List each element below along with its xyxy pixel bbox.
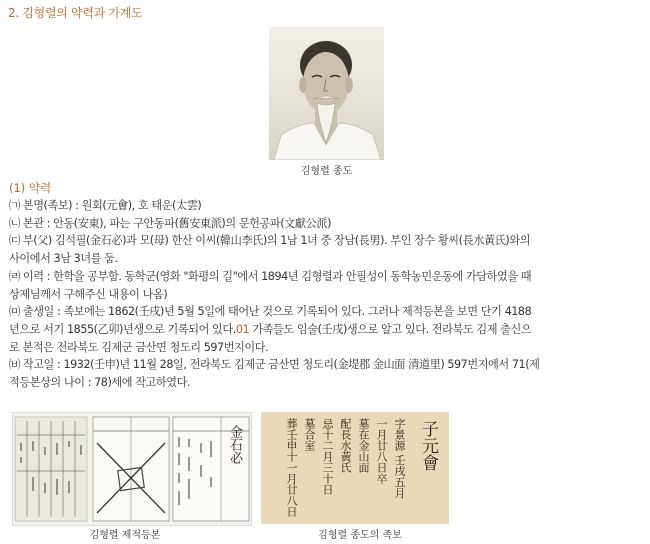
text-line: ㈄ 출생일 : 족보에는 1862(壬戌)년 5월 5일에 태어난 것으로 기록되어 있다. 그러나 제적등본을 보면 단기 4188: [9, 305, 532, 319]
genealogy-column: 配長水黃氏: [339, 418, 352, 473]
portrait-photo: [269, 27, 384, 160]
text-line: 적등본상의 나이 : 78)세에 작고하였다.: [9, 376, 191, 390]
text-segment: 년으로 서기 1855(乙卯)년생으로 기록되어 있다.: [9, 322, 236, 336]
family-register-caption: 김형렬 제적등본: [89, 530, 161, 541]
section-heading: 2. 김형렬의 약력과 가계도: [8, 6, 143, 20]
subheading: (1) 약력: [9, 181, 52, 195]
text-line: ㈅ 작고일 : 1932(壬申)년 11월 28일, 전라북도 김제군 금산면 청도리(金堤郡 金山面 清道里) 597번지에서 71(제: [9, 358, 540, 372]
genealogy-column: 一月廿八日卒: [375, 418, 388, 484]
text-line: ㈀ 본명(족보) : 원회(元會), 호 태운(太雲): [9, 199, 202, 212]
genealogy-image: [261, 412, 449, 524]
portrait-caption: 김형렬 종도: [300, 166, 353, 177]
genealogy-column: 墓合室: [303, 418, 316, 451]
text-line: ㈁ 본관 : 안동(安東), 파는 구안동파(舊安東派)의 문헌공파(文獻公派): [9, 216, 332, 230]
genealogy-column: 葬壬申十一月廿八日: [285, 418, 298, 517]
text-line: 로 본적은 전라북도 김제군 금산면 청도리 597번지이다.: [9, 340, 269, 354]
text-line: 사이에서 3남 3녀를 둠.: [9, 252, 118, 266]
highlight-text: 01: [235, 322, 250, 336]
genealogy-caption: 김형렬 종도의 족보: [318, 530, 402, 541]
biography-text: [9, 197, 643, 392]
text-line: 상제님께서 구해주신 내용이 나옴): [9, 287, 168, 301]
text-line: [9, 321, 643, 339]
genealogy-column: 字景源 壬戌五月: [393, 418, 406, 499]
genealogy-column: 子元會: [418, 420, 438, 471]
genealogy-column: 忌十二月三十日: [321, 418, 334, 495]
text-line: ㈃ 이력 : 한학을 공부함. 동학군(영화 "화평의 길"에서 1894년 김형렬과 안필성이 동학농민운동에 가담하였을 때: [9, 269, 532, 283]
text-segment: 가족들도 임술(壬戌)생으로 알고 있다. 전라북도 김제 출신으: [249, 322, 532, 336]
genealogy-column: 墓在金山面: [357, 418, 370, 473]
text-line: ㈂ 부(父) 김석필(金石必)과 모(母) 한산 이씨(韓山李氏)의 1남 1녀 중 장남(長男). 부인 장수 황씨(長水黃氏)와의: [9, 234, 531, 248]
family-register-image: [12, 412, 252, 526]
register-name-text: 金石必: [227, 425, 242, 464]
